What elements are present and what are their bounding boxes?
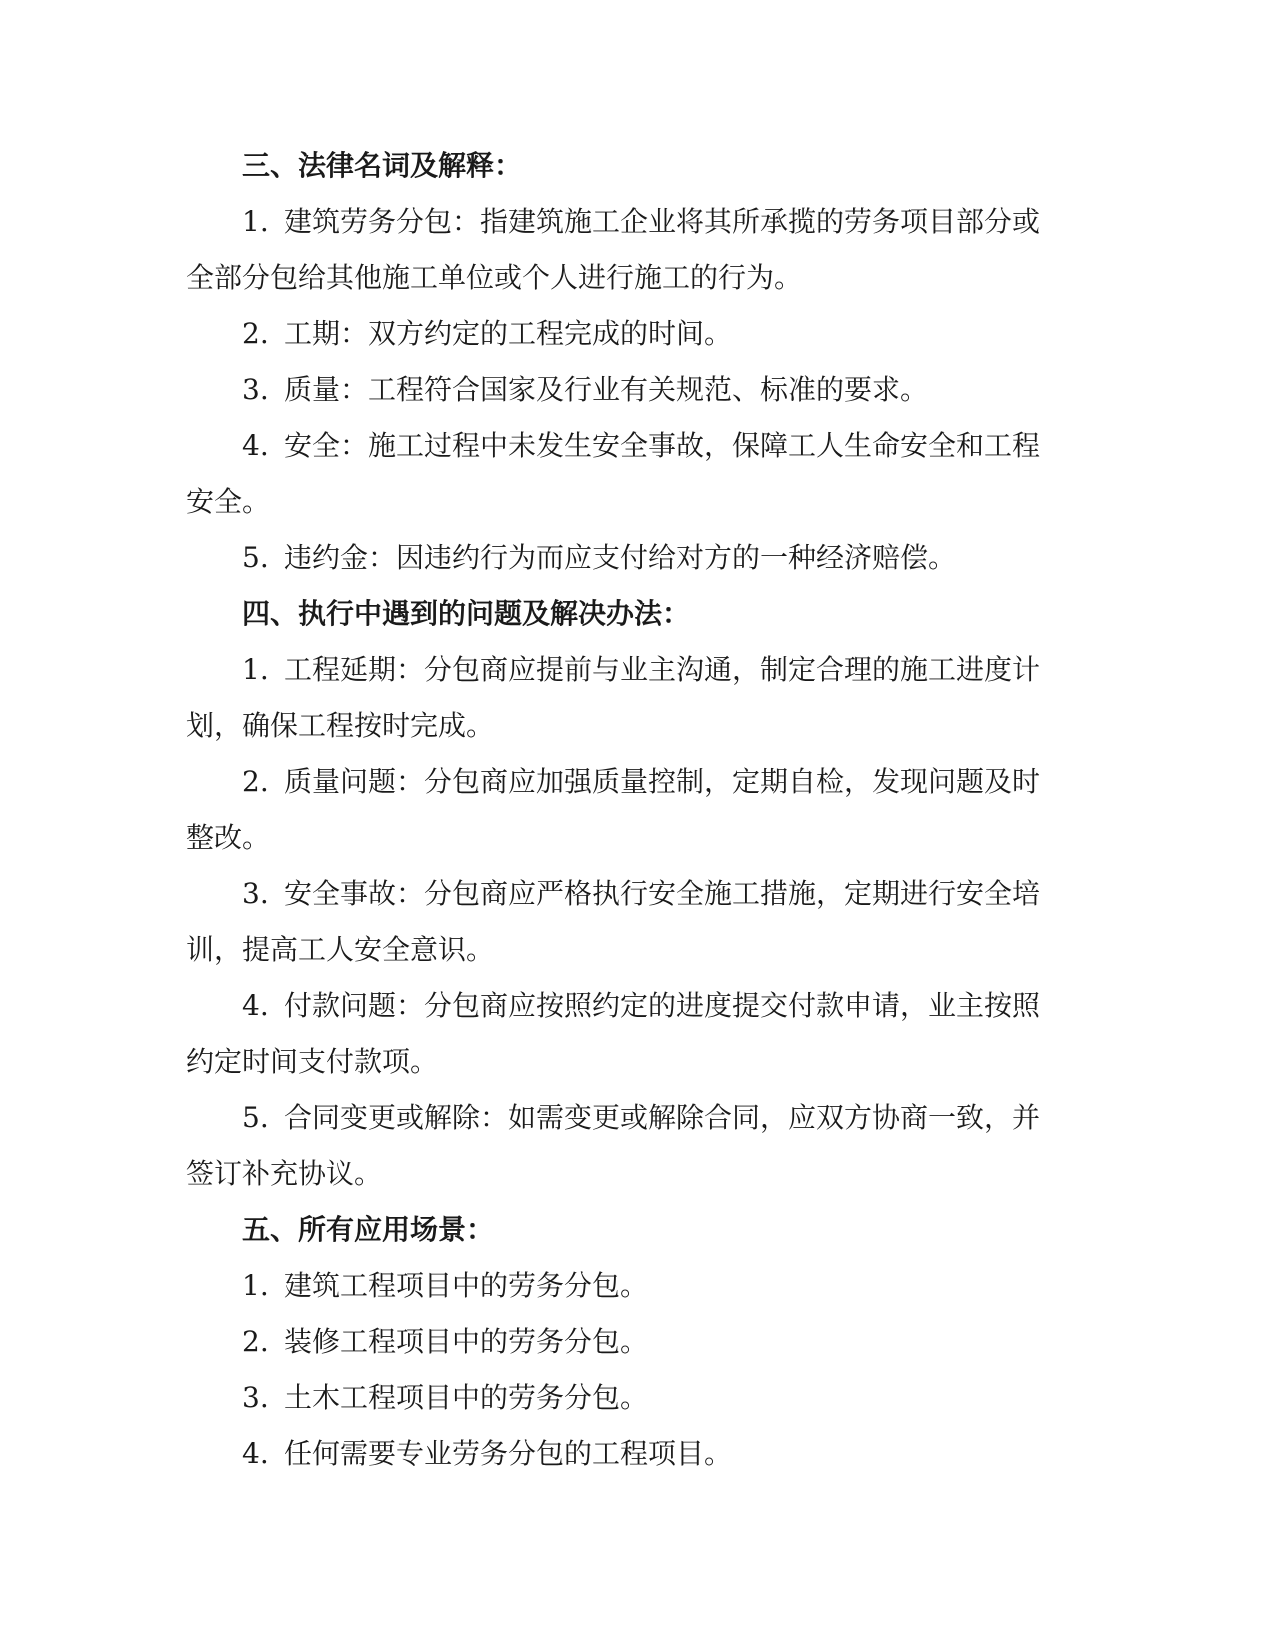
list-item (186, 1370, 1076, 1426)
item-number: 3. (242, 1381, 269, 1414)
item-number: 5. (242, 541, 269, 574)
document-page (186, 138, 1076, 1482)
list-item (186, 1426, 1076, 1482)
item-number: 2. (242, 317, 269, 350)
item-number: 2. (242, 1325, 269, 1358)
section-heading: 四、执行中遇到的问题及解决办法： (242, 597, 691, 630)
item-text: 质量：工程符合国家及行业有关规范、标准的要求。 (284, 373, 929, 406)
list-item (186, 1258, 1076, 1314)
item-text: 安全：施工过程中未发生安全事故，保障工人生命安全和工程 (284, 429, 1041, 462)
list-item (186, 530, 1076, 586)
section-heading: 三、法律名词及解释： (242, 149, 523, 182)
item-number: 5. (242, 1101, 269, 1134)
item-number: 3. (242, 373, 269, 406)
item-text: 任何需要专业劳务分包的工程项目。 (284, 1437, 733, 1470)
item-text-continued: 训，提高工人安全意识。 (186, 933, 495, 966)
list-item (186, 1090, 1076, 1146)
item-text-continued: 整改。 (186, 821, 271, 854)
item-text-continued: 划，确保工程按时完成。 (186, 709, 495, 742)
list-item (186, 362, 1076, 418)
item-text: 付款问题：分包商应按照约定的进度提交付款申请，业主按照 (284, 989, 1041, 1022)
item-text: 合同变更或解除：如需变更或解除合同，应双方协商一致，并 (284, 1101, 1041, 1134)
section-heading: 五、所有应用场景： (242, 1213, 495, 1246)
item-text: 土木工程项目中的劳务分包。 (284, 1381, 649, 1414)
list-item (186, 306, 1076, 362)
item-text-continued: 安全。 (186, 485, 271, 518)
item-text-continued: 全部分包给其他施工单位或个人进行施工的行为。 (186, 261, 803, 294)
item-number: 1. (242, 1269, 269, 1302)
item-text: 工程延期：分包商应提前与业主沟通，制定合理的施工进度计 (284, 653, 1041, 686)
item-text-continued: 签订补充协议。 (186, 1157, 383, 1190)
item-text: 安全事故：分包商应严格执行安全施工措施，定期进行安全培 (284, 877, 1041, 910)
item-number: 1. (242, 205, 269, 238)
item-text: 质量问题：分包商应加强质量控制，定期自检，发现问题及时 (284, 765, 1041, 798)
item-number: 3. (242, 877, 269, 910)
item-number: 2. (242, 765, 269, 798)
item-number: 1. (242, 653, 269, 686)
item-text-continued: 约定时间支付款项。 (186, 1045, 439, 1078)
list-item (186, 418, 1076, 474)
item-number: 4. (242, 989, 269, 1022)
list-item (186, 866, 1076, 922)
list-item (186, 1314, 1076, 1370)
item-text: 建筑劳务分包：指建筑施工企业将其所承揽的劳务项目部分或 (284, 205, 1041, 238)
list-item (186, 754, 1076, 810)
item-number: 4. (242, 429, 269, 462)
list-item (186, 642, 1076, 698)
item-text: 工期：双方约定的工程完成的时间。 (284, 317, 733, 350)
item-text: 违约金：因违约行为而应支付给对方的一种经济赔偿。 (284, 541, 957, 574)
list-item (186, 194, 1076, 250)
item-number: 4. (242, 1437, 269, 1470)
item-text: 建筑工程项目中的劳务分包。 (284, 1269, 649, 1302)
list-item (186, 978, 1076, 1034)
item-text: 装修工程项目中的劳务分包。 (284, 1325, 649, 1358)
